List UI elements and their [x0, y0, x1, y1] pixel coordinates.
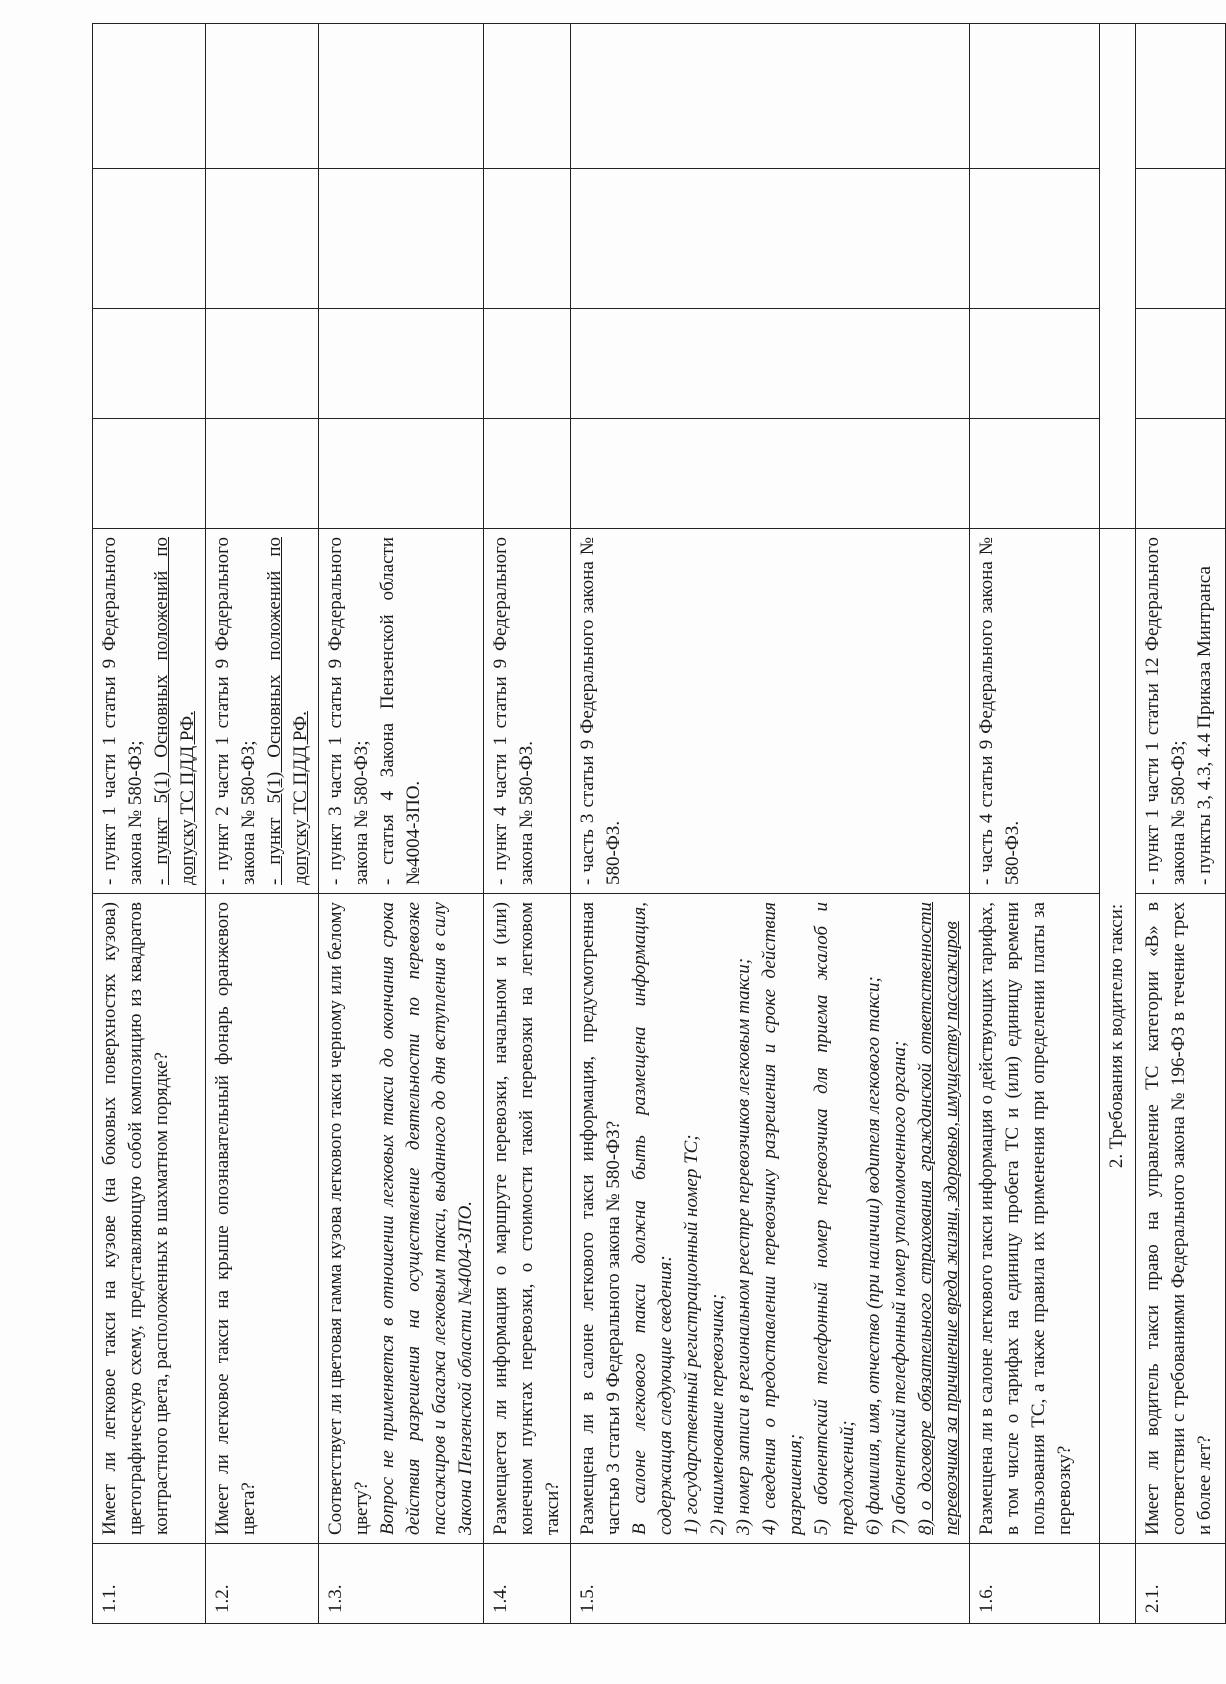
- empty-cell: [571, 169, 970, 309]
- reference-line: - часть 3 статьи 9 Федерального закона № 580-ФЗ.: [577, 537, 624, 885]
- info-line: 7) абонентский телефонный номер уполномоченного органа;: [889, 1040, 910, 1535]
- row-number: 1.2.: [206, 1544, 319, 1624]
- empty-cell: [319, 24, 484, 169]
- empty-cell: [206, 24, 319, 169]
- reference-cell: [93, 529, 206, 894]
- table-row: [1136, 24, 1226, 1624]
- question-cell: [319, 894, 484, 1544]
- empty-cell: [206, 309, 319, 419]
- checklist-table: [92, 23, 1226, 1624]
- row-number: 1.3.: [319, 1544, 484, 1624]
- question-cell: Имеет ли легковое такси на кузове (на боковых поверхностях кузова) цветографическую схему, представляющую собой композицию из квадратов контрастного цвета, расположенных в шахматном порядке?: [93, 894, 206, 1544]
- question-text: Соответствует ли цветовая гамма кузова легкового такси черному или белому цвету?: [325, 902, 372, 1535]
- rotated-checklist-table: [92, 24, 1215, 1624]
- empty-cell: [484, 419, 571, 529]
- info-line: 1) государственный регистрационный номер ТС;: [681, 1134, 702, 1535]
- empty-cell: [93, 24, 206, 169]
- reference-line: - часть 4 статьи 9 Федерального закона № 580-ФЗ.: [976, 537, 1023, 885]
- reference-cell: [206, 529, 319, 894]
- empty-cell: [206, 419, 319, 529]
- empty-cell: [206, 169, 319, 309]
- row-number: 1.5.: [571, 1544, 970, 1624]
- reference-line: - пункт 1 части 1 статьи 12 Федерального закона № 580-ФЗ;: [1142, 537, 1189, 885]
- info-line: 8) о договоре обязательного страхования гражданской ответственности перевозчика за причинение вреда жизни, здоровью, имуществу пассажиров: [915, 902, 962, 1535]
- empty-cell: [1136, 169, 1226, 309]
- reference-line: - пункт 3 части 1 статьи 9 Федерального закона № 580-ФЗ;: [325, 537, 372, 885]
- empty-cell: [970, 24, 1100, 169]
- empty-cell: [1100, 24, 1136, 529]
- section-row: [1100, 24, 1136, 1624]
- reference-line: - пункт 5(1) Основных положений по допуску ТС ПДД РФ.: [264, 537, 311, 885]
- question-note: Вопрос не применяется в отношении легковых такси до окончания срока действия разрешения на осуществление деятельности по перевозке пассажиров и багажа легковым такси, выданного до дня вступления в силу Закона Пензенской области №4004-ЗПО.: [377, 902, 476, 1535]
- table-row: [571, 24, 970, 1624]
- question-cell: Размещается ли информация о маршруте перевозки, начальном и (или) конечном пунктах перевозки, о стоимости такой перевозки на легковом такси?: [484, 894, 571, 1544]
- empty-cell: [319, 419, 484, 529]
- empty-cell: [319, 309, 484, 419]
- empty-cell: [1136, 24, 1226, 169]
- table-row: [319, 24, 484, 1624]
- info-line: 3) номер записи в региональном реестре перевозчиков легковым такси;: [733, 957, 754, 1535]
- empty-cell: [571, 309, 970, 419]
- reference-cell: [484, 529, 571, 894]
- question-cell: Размещена ли в салоне легкового такси информация о действующих тарифах, в том числе о тарифах на единицу пробега ТС и (или) единицу времени пользования ТС, а также правила их применения при определении платы за перевозку?: [970, 894, 1100, 1544]
- empty-cell: [970, 419, 1100, 529]
- reference-cell: [319, 529, 484, 894]
- empty-cell: [93, 309, 206, 419]
- empty-cell: [319, 169, 484, 309]
- table-row: [206, 24, 319, 1624]
- reference-line: - статья 4 Закона Пензенской области №4004-ЗПО.: [377, 537, 424, 885]
- empty-cell: [93, 419, 206, 529]
- empty-cell: [970, 169, 1100, 309]
- empty-cell: [970, 309, 1100, 419]
- question-cell: [571, 894, 970, 1544]
- question-cell: Имеет ли легковое такси на крыше опознавательный фонарь оранжевого цвета?: [206, 894, 319, 1544]
- reference-cell: [970, 529, 1100, 894]
- reference-line: - пункты 3, 4.3, 4.4 Приказа Минтранса: [1194, 566, 1215, 885]
- empty-cell: [484, 169, 571, 309]
- info-line: 6) фамилия, имя, отчество (при наличии) водителя легкового такси;: [863, 976, 884, 1535]
- reference-line: - пункт 5(1) Основных положений по допуску ТС ПДД РФ.: [151, 537, 198, 885]
- empty-cell: [93, 169, 206, 309]
- info-line: 5) абонентский телефонный номер перевозчика для приема жалоб и предложений;: [811, 902, 858, 1535]
- row-number: 1.1.: [93, 1544, 206, 1624]
- reference-cell: [571, 529, 970, 894]
- reference-line: - пункт 1 части 1 статьи 9 Федерального закона № 580-ФЗ;: [99, 537, 146, 885]
- reference-cell: [1136, 529, 1226, 894]
- reference-line: - пункт 2 части 1 статьи 9 Федерального закона № 580-ФЗ;: [212, 537, 259, 885]
- row-number: 1.4.: [484, 1544, 571, 1624]
- empty-cell: [571, 419, 970, 529]
- empty-cell: [1136, 309, 1226, 419]
- table-row: [970, 24, 1100, 1624]
- info-line: 4) сведения о предоставлении перевозчику разрешения и сроке действия разрешения;: [759, 902, 806, 1535]
- question-cell: Имеет ли водитель такси право на управление ТС категории «В» в соответствии с требованиями Федерального закона № 196-ФЗ в течение трех и более лет?: [1136, 894, 1226, 1544]
- table-row: [484, 24, 571, 1624]
- empty-cell: [571, 24, 970, 169]
- reference-line: - пункт 4 части 1 статьи 9 Федерального закона № 580-ФЗ.: [490, 537, 537, 885]
- empty-cell: [1136, 419, 1226, 529]
- empty-cell: [1100, 1544, 1136, 1624]
- row-number: 1.6.: [970, 1544, 1100, 1624]
- table-row: [93, 24, 206, 1624]
- info-line: В салоне легкового такси должна быть размещена информация, содержащая следующие сведения:: [629, 902, 676, 1535]
- info-line: 2) наименование перевозчика;: [707, 1293, 728, 1535]
- row-number: 2.1.: [1136, 1544, 1226, 1624]
- empty-cell: [484, 24, 571, 169]
- empty-cell: [484, 309, 571, 419]
- question-text: Размещена ли в салоне легкового такси информация, предусмотренная частью 3 статьи 9 Федерального закона № 580-ФЗ?: [577, 902, 624, 1535]
- section-heading: 2. Требования к водителю такси:: [1100, 529, 1136, 1544]
